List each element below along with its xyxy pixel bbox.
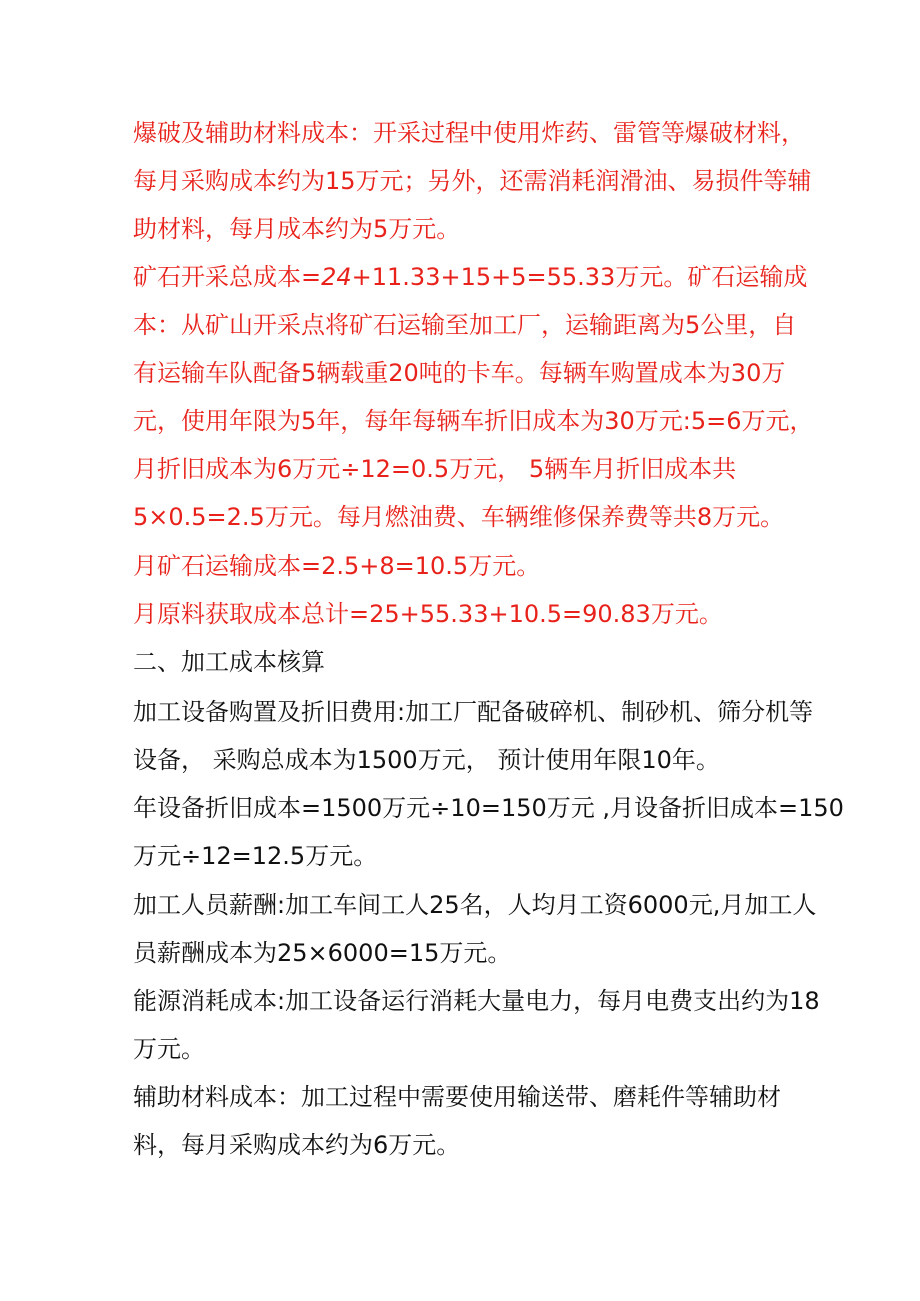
text-line: 爆破及辅助材料成本：开采过程中使用炸药、雷管等爆破材料，	[133, 119, 805, 147]
text-line: 万元÷12=12.5万元。	[133, 842, 378, 870]
text-line: 年设备折旧成本=1500万元÷10=150万元 ,月设备折旧成本=150	[133, 794, 844, 822]
text-line: 月矿石运输成本=2.5+8=10.5万元。	[133, 552, 541, 580]
text-line: 加工人员薪酬:加工车间工人25名，人均月工资6000元,月加工人	[133, 891, 817, 919]
text-line: 月原料获取成本总计=25+55.33+10.5=90.83万元。	[133, 600, 723, 628]
text-line: 每月采购成本约为15万元；另外，还需消耗润滑油、易损件等辅	[133, 167, 812, 195]
text-line: 助材料，每月成本约为5万元。	[133, 215, 461, 243]
total-line-italic: =24+	[301, 263, 372, 291]
total-line-suffix: 11.33+15+5=55.33万元。矿石运输成	[371, 263, 808, 291]
text-line: 万元。	[133, 1035, 205, 1063]
text-line: 本：从矿山开采点将矿石运输至加工厂，运输距离为5公里，自	[133, 311, 797, 339]
text-line: 5×0.5=2.5万元。每月燃油费、车辆维修保养费等共8万元。	[133, 503, 785, 531]
text-line: 设备， 采购总成本为1500万元， 预计使用年限10年。	[133, 746, 720, 774]
text-line: 员薪酬成本为25×6000=15万元。	[133, 939, 512, 967]
text-line: 加工设备购置及折旧费用:加工厂配备破碎机、制砂机、筛分机等	[133, 698, 814, 726]
text-line: 料，每月采购成本约为6万元。	[133, 1131, 461, 1159]
total-mining-cost-line	[133, 262, 807, 292]
total-line-prefix: 矿石开采总成本	[133, 263, 301, 291]
text-line: 月折旧成本为6万元÷12=0.5万元， 5辆车月折旧成本共	[133, 455, 737, 483]
text-line: 元，使用年限为5年，每年每辆车折旧成本为30万元:5=6万元，	[133, 407, 814, 435]
text-line: 辅助材料成本：加工过程中需要使用输送带、磨耗件等辅助材	[133, 1083, 781, 1111]
text-line: 能源消耗成本:加工设备运行消耗大量电力，每月电费支出约为18	[133, 987, 820, 1015]
text-line: 有运输车队配备5辆载重20吨的卡车。每辆车购置成本为30万	[133, 359, 786, 387]
section-heading: 二、加工成本核算	[133, 648, 325, 676]
